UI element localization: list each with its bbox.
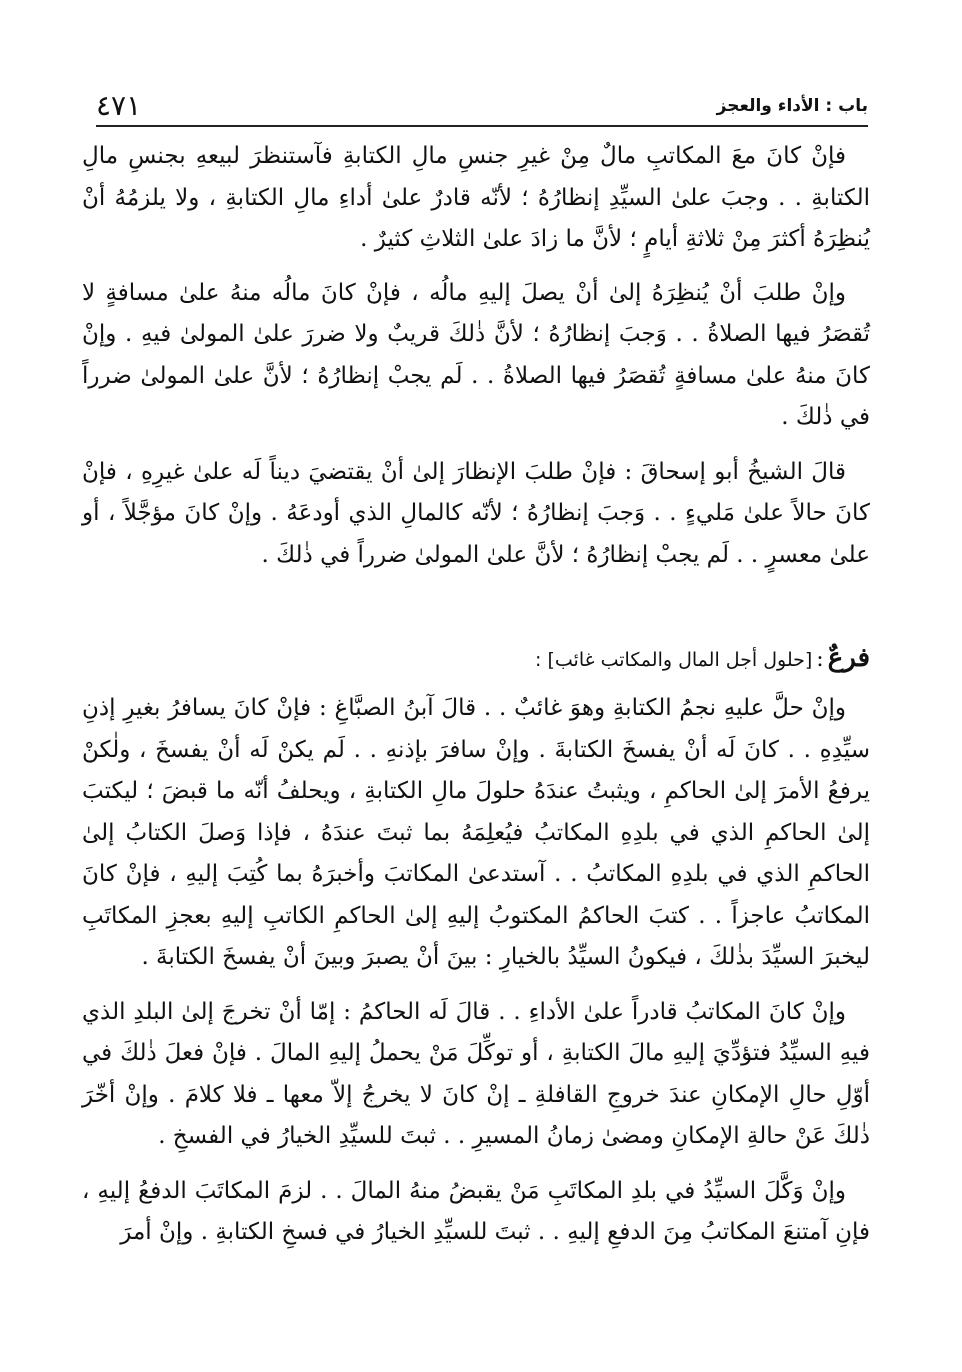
paragraph-1: فإنْ كانَ معَ المكاتبِ مالٌ مِنْ غيرِ جنسِ مالِ الكتابةِ فآستنظرَ لبيعهِ بجنسِ مالِ الكتابةِ . . وجبَ علىٰ السيِّدِ إنظارُهُ ؛ لأنّه قادرٌ علىٰ أداءِ مالِ الكتابةِ ، ولا يلزمُهُ أنْ يُنظِرَهُ أكثرَ مِنْ ثلاثةِ أيامٍ ؛ لأنَّ ما زادَ علىٰ الثلاثِ كثيرٌ . <box>82 143 870 252</box>
paragraph-2: وإنْ طلبَ أنْ يُنظِرَهُ إلىٰ أنْ يصلَ إليهِ مالُه ، فإنْ كانَ مالُه منهُ علىٰ مسافةٍ لا تُقصَرُ فيها الصلاةُ . . وَجبَ إنظارُهُ ؛ لأنَّ ذٰلكَ قريبٌ ولا ضررَ علىٰ المولىٰ فيهِ . وإنْ كانَ منهُ علىٰ مسافةٍ تُقصَرُ فيها الصلاةُ . . لَم يجبْ إنظارُهُ ؛ لأنَّ علىٰ المولىٰ ضرراً في ذٰلكَ . <box>82 279 870 430</box>
page-header <box>96 78 868 124</box>
section-title: [حلول أجل المال والمكاتب غائب] : <box>535 649 813 671</box>
section-heading <box>82 638 870 680</box>
running-title: باب : الأداء والعجز <box>716 96 868 116</box>
section-paragraph-1: وإنْ حلَّ عليهِ نجمُ الكتابةِ وهوَ غائبٌ . . قالَ آبنُ الصبَّاغِ : فإنْ كانَ يسافرُ بغيرِ إذنِ سيِّدِهِ . . كانَ لَه أنْ يفسخَ الكتابةَ . وإنْ سافرَ بإذنهِ . . لَم يكنْ لَه أنْ يفسخَ ، ولٰكنْ يرفعُ الأمرَ إلىٰ الحاكمِ ، ويثبتُ عندَهُ حلولَ مالِ الكتابةِ ، ويحلفُ أنّه ما قبضَ ؛ ليكتبَ إلىٰ الحاكمِ الذي في بلدِهِ المكاتبُ فيُعلِمَهُ بما ثبتَ عندَهُ ، فإذا وَصلَ الكتابُ إلىٰ الحاكمِ الذي في بلدِهِ المكاتبُ . . آستدعىٰ المكاتبَ وأخبرَهُ بما كُتِبَ إليهِ ، فإنْ كانَ المكاتبُ عاجزاً . . كتبَ الحاكمُ المكتوبُ إليهِ إلىٰ الحاكمِ الكاتبِ إليهِ بعجزِ المكاتَبِ ليخبرَ السيِّدَ بذٰلكَ ، فيكونُ السيِّدُ بالخيارِ : بينَ أنْ يصبرَ وبينَ أنْ يفسخَ الكتابةَ . <box>82 695 870 970</box>
section-label: فرعٌ <box>827 643 870 673</box>
section-colon: : <box>816 647 824 672</box>
page-body <box>82 136 870 1254</box>
paragraph-3: قالَ الشيخُ أبو إسحاقَ : فإنْ طلبَ الإنظارَ إلىٰ أنْ يقتضيَ ديناً لَه علىٰ غيرِهِ ، فإنْ كانَ حالاً علىٰ مَليءٍ . . وَجبَ إنظارُهُ ؛ لأنّه كالمالِ الذي أودعَهُ . وإنْ كانَ مؤجَّلاً ، أو علىٰ معسرٍ . . لَم يجبْ إنظارُهُ ؛ لأنَّ علىٰ المولىٰ ضرراً في ذٰلكَ . <box>82 458 870 568</box>
section-paragraph-3: وإنْ وَكَّلَ السيِّدُ في بلدِ المكاتَبِ مَنْ يقبضُ منهُ المالَ . . لزمَ المكاتَبَ الدفعُ إليهِ ، فإنِ آمتنعَ المكاتبُ مِنَ الدفعِ إليهِ . . ثبتَ للسيِّدِ الخيارُ في فسخِ الكتابةِ . وإنْ أمرَ <box>82 1177 870 1245</box>
header-rule <box>96 125 868 127</box>
page-number: ٤٧١ <box>96 89 142 122</box>
section-paragraph-2: وإنْ كانَ المكاتبُ قادراً علىٰ الأداءِ . . قالَ لَه الحاكمُ : إمّا أنْ تخرجَ إلىٰ البلدِ الذي فيهِ السيِّدُ فتؤدِّيَ إليهِ مالَ الكتابةِ ، أو توكِّلَ مَنْ يحملُ إليهِ المالَ . فإنْ فعلَ ذٰلكَ في أوّلِ حالِ الإمكانِ عندَ خروجِ القافلةِ ـ إنْ كانَ لا يخرجُ إلاّ معها ـ فلا كلامَ . وإنْ أخّرَ ذٰلكَ عَنْ حالةِ الإمكانِ ومضىٰ زمانُ المسيرِ . . ثبتَ للسيِّدِ الخيارُ في الفسخِ . <box>82 998 870 1149</box>
